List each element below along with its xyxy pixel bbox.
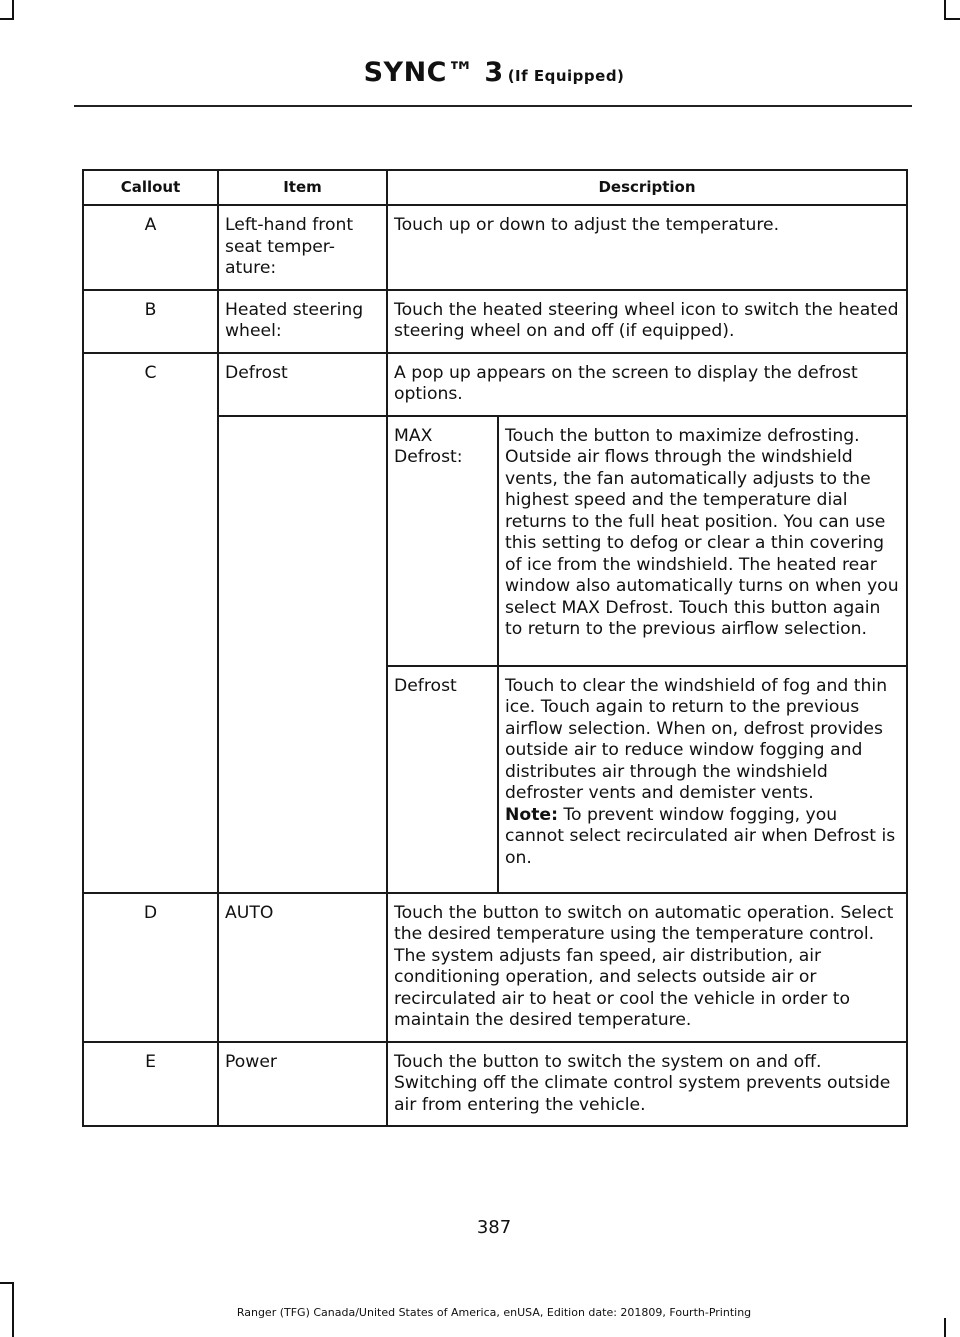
description-cell: Touch up or down to adjust the temperature.	[387, 205, 907, 290]
callout-cell: B	[83, 290, 218, 353]
table-row	[83, 205, 907, 290]
description-text: Touch to clear the windshield of fog and thin ice. Touch again to return to the previous airflow selection. When on, defrost provides outside air to reduce window fogging and distributes air through the windshield defroster vents and demister vents.	[505, 675, 888, 803]
table-header-row	[83, 170, 907, 205]
page-title	[0, 57, 960, 88]
callout-table	[82, 169, 908, 1127]
crop-mark	[0, 1282, 14, 1284]
table-row	[83, 290, 907, 353]
footer-text: Ranger (TFG) Canada/United States of America, enUSA, Edition date: 201809, Fourth-Printing	[236, 1306, 752, 1319]
description-cell: Touch the button to switch the system on and off. Switching off the climate control system prevents outside air from entering the vehicle.	[387, 1042, 907, 1127]
crop-mark	[12, 0, 14, 18]
subitem-cell: MAX Defrost:	[387, 416, 498, 666]
crop-mark	[944, 1318, 946, 1337]
column-header-description: Description	[387, 170, 907, 205]
callout-cell: D	[83, 893, 218, 1042]
item-cell: Left-hand front seat temper-ature:	[218, 205, 387, 290]
title-text: SYNC™ 3	[363, 57, 504, 88]
column-header-callout: Callout	[83, 170, 218, 205]
column-header-item: Item	[218, 170, 387, 205]
item-cell: AUTO	[218, 893, 387, 1042]
note-text: To prevent window fogging, you cannot select recirculated air when Defrost is on.	[505, 804, 896, 868]
item-cell: Heated steering wheel:	[218, 290, 387, 353]
callout-cell: C	[83, 353, 218, 893]
header-divider	[74, 105, 912, 107]
description-cell: A pop up appears on the screen to display the defrost options.	[387, 353, 907, 416]
crop-mark	[944, 0, 946, 18]
subdescription-cell: Touch the button to maximize defrosting. Outside air flows through the windshield vents, the fan automatically adjusts to the highest speed and the temperature dial returns to the full heat position. You can use this setting to defog or clear a thin covering of ice from the windshield. The heated rear window also automatically turns on when you select MAX Defrost. Touch this button again to return to the previous airflow selection.	[498, 416, 907, 666]
empty-item-cell	[218, 416, 387, 893]
callout-cell: A	[83, 205, 218, 290]
table-row	[83, 893, 907, 1042]
crop-mark	[0, 18, 14, 20]
subitem-cell: Defrost	[387, 666, 498, 893]
crop-mark	[944, 18, 960, 20]
callout-cell: E	[83, 1042, 218, 1127]
item-cell: Defrost	[218, 353, 387, 416]
item-cell: Power	[218, 1042, 387, 1127]
page-number: 387	[476, 1217, 512, 1238]
title-qualifier: (If Equipped)	[507, 67, 625, 85]
table-row	[83, 353, 907, 416]
note-label: Note:	[505, 804, 558, 825]
subdescription-cell	[498, 666, 907, 893]
description-cell: Touch the button to switch on automatic operation. Select the desired temperature using the temperature control. The system adjusts fan speed, air distribution, air conditioning operation, and selects outside air or recirculated air to heat or cool the vehicle in order to maintain the desired temperature.	[387, 893, 907, 1042]
table-row	[83, 1042, 907, 1127]
description-cell: Touch the heated steering wheel icon to switch the heated steering wheel on and off (if equipped).	[387, 290, 907, 353]
